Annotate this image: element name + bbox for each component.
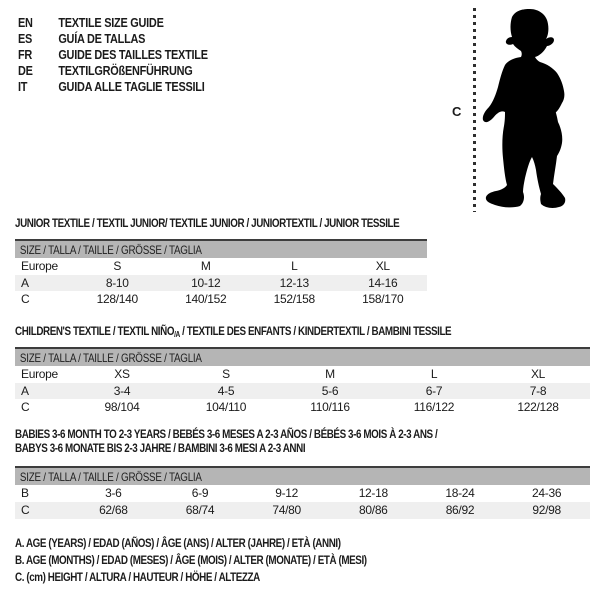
legend-line-c: C. (cm) HEIGHT / ALTURA / HAUTEUR / HÖHE / ALTEZZA [15, 570, 260, 584]
size-cell: M [325, 367, 335, 381]
height-cell: 86/92 [445, 503, 475, 517]
age-cell: 3-6 [105, 486, 122, 500]
table-row [15, 291, 427, 307]
language-list [18, 15, 208, 95]
language-row-fr [18, 47, 208, 63]
row-label: Europe [21, 259, 58, 273]
size-cell: XL [530, 367, 546, 381]
height-dotted-line [473, 8, 476, 212]
table-row [15, 383, 590, 399]
age-cell: 12-13 [279, 276, 309, 290]
children-title-text: / TEXTILE DES ENFANTS / KINDERTEXTIL / BAMBINI TESSILE [179, 324, 452, 338]
table-row [15, 399, 590, 415]
babies-title-line2: BABYS 3-6 MONATE BIS 2-3 JAHRE / BAMBINI 3-6 MESI A 2-3 ANNI [15, 441, 306, 455]
language-row-de [18, 63, 208, 79]
size-header-text: SIZE / TALLA / TAILLE / GRÖSSE / TAGLIA [19, 351, 202, 365]
age-cell: 4-5 [217, 384, 235, 398]
height-cell: 92/98 [532, 503, 561, 517]
size-header-band [15, 239, 427, 258]
size-cell: L [430, 367, 438, 381]
language-code: FR [18, 47, 33, 62]
age-cell: 10-12 [191, 276, 221, 290]
height-cell: 74/80 [272, 503, 301, 517]
size-cell: L [291, 259, 298, 273]
language-label: TEXTILE SIZE GUIDE [58, 15, 164, 30]
age-cell: 5-6 [321, 384, 339, 398]
language-row-it [18, 79, 208, 95]
language-code: DE [18, 63, 33, 78]
row-label: C [21, 503, 30, 517]
height-label-c: C [452, 104, 462, 119]
baby-silhouette-image [477, 0, 600, 215]
language-code: IT [18, 79, 28, 94]
language-label: GUIDE DES TAILLES TEXTILE [58, 47, 208, 62]
size-cell: S [222, 367, 230, 381]
row-label: B [21, 486, 29, 500]
table-row [15, 485, 590, 502]
size-cell: M [200, 259, 211, 273]
height-cell: 110/116 [310, 400, 350, 414]
babies-table [15, 466, 590, 519]
children-title-text: CHILDREN'S TEXTILE / TEXTIL NIÑO [15, 324, 175, 338]
table-row [15, 366, 590, 383]
language-row-en [18, 15, 208, 31]
height-cell: 140/152 [185, 292, 227, 306]
age-cell: 7-8 [529, 384, 547, 398]
junior-table [15, 239, 427, 307]
row-label: C [21, 400, 30, 414]
table-row [15, 275, 427, 291]
height-cell: 68/74 [185, 503, 215, 517]
legend-line-b: B. AGE (MONTHS) / EDAD (MESES) / ÂGE (MOIS) / ALTER (MONATE) / ETÀ (MESI) [15, 553, 367, 567]
language-code: EN [18, 15, 33, 30]
language-label: TEXTILGRÖßENFÜHRUNG [58, 63, 193, 78]
age-cell: 8-10 [105, 276, 129, 290]
row-label: C [21, 292, 30, 306]
row-label: A [21, 384, 29, 398]
age-cell: 24-36 [532, 486, 562, 500]
height-cell: 98/104 [104, 400, 140, 414]
table-row [15, 502, 590, 519]
size-cell: XS [114, 367, 130, 381]
babies-section-title [15, 427, 437, 455]
height-cell: 128/140 [96, 292, 138, 306]
age-cell: 9-12 [275, 486, 299, 500]
junior-section-title: JUNIOR TEXTILE / TEXTIL JUNIOR/ TEXTILE JUNIOR / JUNIORTEXTIL / JUNIOR TESSILE [15, 216, 400, 230]
size-header-band [15, 347, 590, 366]
age-cell: 12-18 [358, 486, 388, 500]
legend [15, 535, 444, 586]
size-cell: XL [375, 259, 390, 273]
age-cell: 14-16 [368, 276, 398, 290]
height-cell: 62/68 [99, 503, 128, 517]
age-cell: 3-4 [113, 384, 131, 398]
size-header-band [15, 466, 590, 485]
height-cell: 80/86 [359, 503, 388, 517]
height-cell: 104/110 [205, 400, 247, 414]
language-code: ES [18, 31, 33, 46]
children-section-title [15, 324, 451, 342]
height-cell: 152/158 [273, 292, 315, 306]
row-label: Europe [21, 367, 58, 381]
children-table [15, 347, 590, 415]
age-cell: 6-9 [191, 486, 209, 500]
height-cell: 122/128 [517, 400, 559, 414]
size-header-text: SIZE / TALLA / TAILLE / GRÖSSE / TAGLIA [19, 470, 202, 484]
language-label: GUIDA ALLE TAGLIE TESSILI [58, 79, 205, 94]
children-title-subscript: /A [174, 330, 180, 339]
height-cell: 158/170 [362, 292, 404, 306]
table-row [15, 258, 427, 275]
size-header-text: SIZE / TALLA / TAILLE / GRÖSSE / TAGLIA [19, 243, 202, 257]
language-label: GUÍA DE TALLAS [58, 31, 146, 46]
language-row-es [18, 31, 208, 47]
babies-title-line1: BABIES 3-6 MONTH TO 2-3 YEARS / BEBÉS 3-6 MESES A 2-3 AÑOS / BÉBÉS 3-6 MOIS À 2-3 ANS / [15, 427, 438, 441]
age-cell: 6-7 [425, 384, 443, 398]
height-cell: 116/122 [413, 400, 455, 414]
legend-line-a: A. AGE (YEARS) / EDAD (AÑOS) / ÂGE (ANS) / ALTER (JAHRE) / ETÀ (ANNI) [15, 536, 341, 550]
age-cell: 18-24 [445, 486, 475, 500]
size-cell: S [113, 259, 122, 273]
row-label: A [21, 276, 29, 290]
